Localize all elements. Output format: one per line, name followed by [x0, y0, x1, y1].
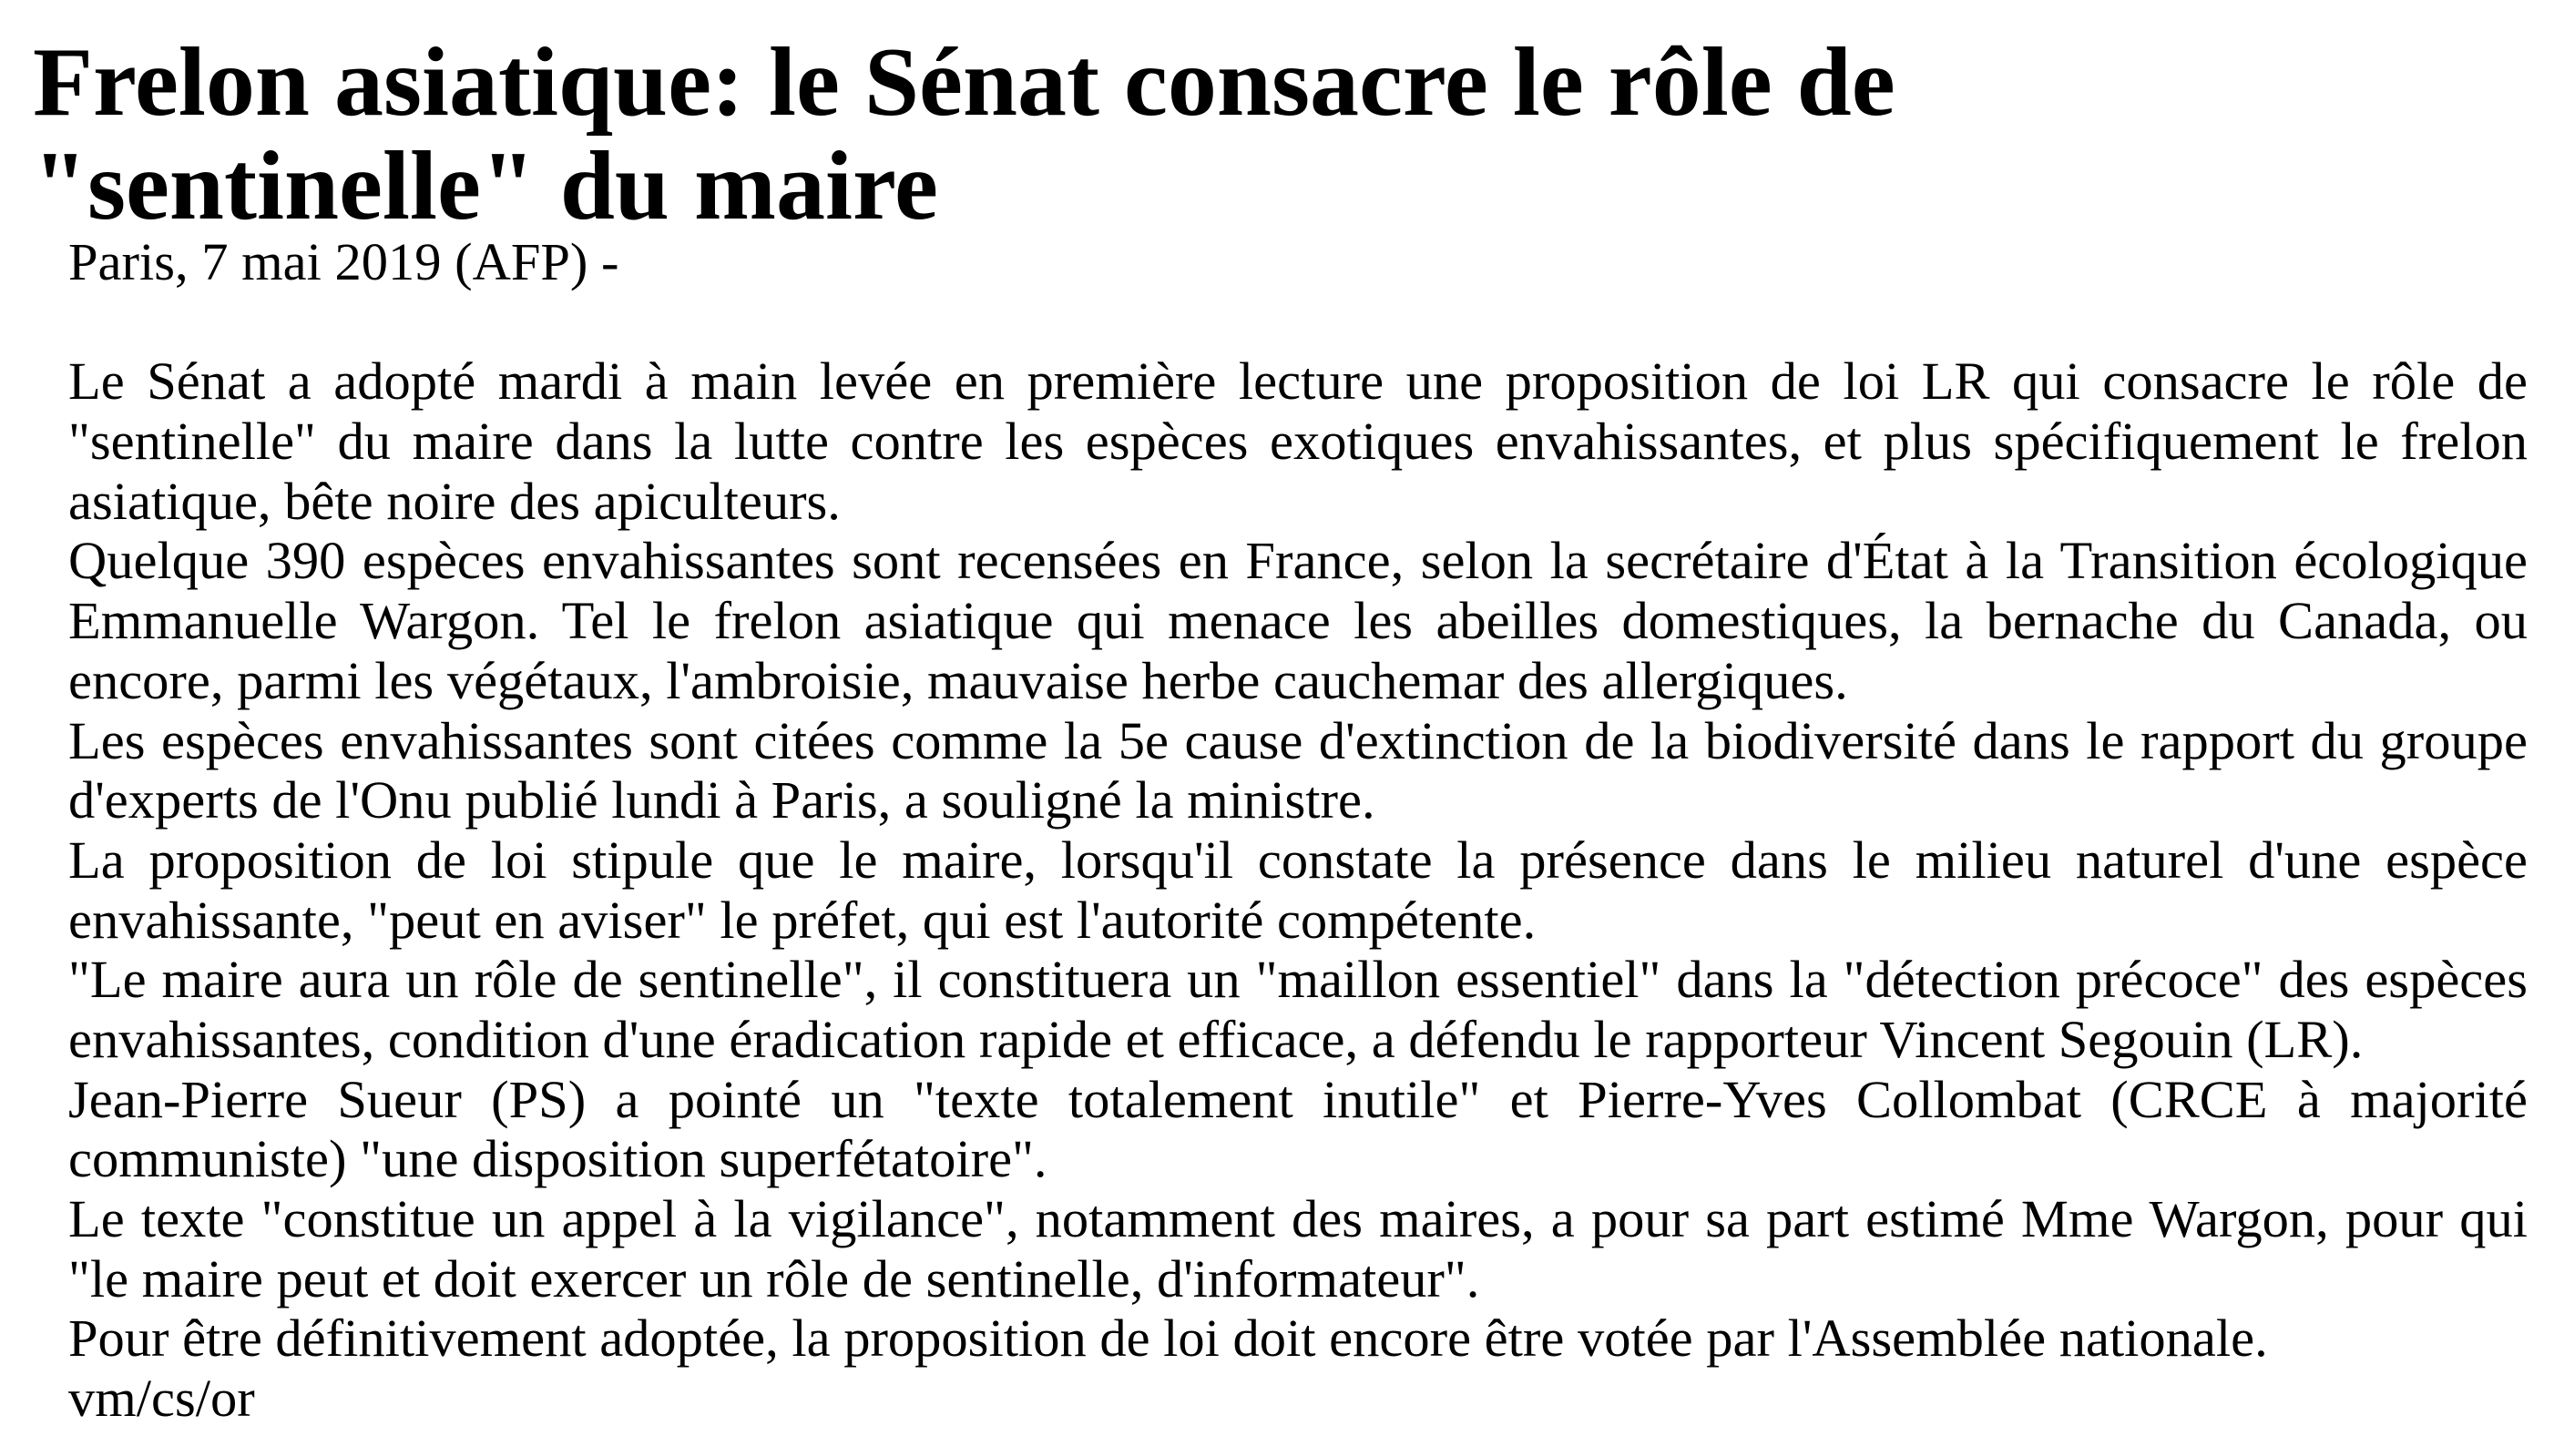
paragraph-line: Le Sénat a adopté mardi à main levée en première lecture une proposition de loi LR qui consacre le rôle de — [68, 351, 2528, 412]
paragraph-line: Les espèces envahissantes sont citées comme la 5e cause d'extinction de la biodiversité dans le rapport du groupe — [68, 710, 2528, 770]
paragraph-line: d'experts de l'Onu publié lundi à Paris, a souligné la ministre. — [68, 770, 1375, 830]
paragraph-line: "Le maire aura un rôle de sentinelle", il constituera un "maillon essentiel" dans la "détection précoce" des espèces — [68, 950, 2528, 1010]
paragraph — [68, 1070, 2528, 1189]
paragraph-line: envahissantes, condition d'une éradication rapide et efficace, a défendu le rapporteur Vincent Segouin (LR). — [68, 1009, 2364, 1069]
paragraph-line: Le texte "constitue un appel à la vigilance", notamment des maires, a pour sa part estimé Mme Wargon, pour qui — [68, 1189, 2528, 1248]
paragraph-line: asiatique, bête noire des apiculteurs. — [68, 471, 841, 531]
paragraph — [68, 950, 2528, 1069]
paragraph-line: Quelque 390 espèces envahissantes sont recensées en France, selon la secrétaire d'État à la Transition écologique — [68, 531, 2528, 591]
paragraph — [68, 1189, 2528, 1308]
paragraph-line: La proposition de loi stipule que le maire, lorsqu'il constate la présence dans le milieu naturel d'une espèce — [68, 830, 2528, 890]
paragraph-line: Emmanuelle Wargon. Tel le frelon asiatique qui menace les abeilles domestiques, la bernache du Canada, ou — [68, 591, 2528, 651]
paragraph — [68, 351, 2528, 531]
paragraph — [68, 711, 2528, 830]
paragraph-line: encore, parmi les végétaux, l'ambroisie, mauvaise herbe cauchemar des allergiques. — [68, 650, 1848, 710]
paragraph-line: Pour être définitivement adoptée, la proposition de loi doit encore être votée par l'Assemblée nationale. — [68, 1308, 2268, 1369]
paragraph — [68, 830, 2528, 950]
signature: vm/cs/or — [68, 1369, 255, 1429]
paragraph-line: envahissante, "peut en aviser" le préfet, qui est l'autorité compétente. — [68, 890, 1537, 950]
paragraph-line: "le maire peut et doit exercer un rôle de sentinelle, d'informateur". — [68, 1248, 1480, 1308]
article-body — [68, 232, 2528, 1429]
article-title: Frelon asiatique: le Sénat consacre le rôle de "sentinelle" du maire — [33, 28, 1895, 240]
paragraph-line: Jean-Pierre Sueur (PS) a pointé un "texte totalement inutile" et Pierre-Yves Collombat (CRCE à majorité — [68, 1069, 2528, 1129]
paragraph — [68, 1308, 2528, 1369]
paragraph-line: "sentinelle" du maire dans la lutte contre les espèces exotiques envahissantes, et plus spécifiquement le frelon — [68, 412, 2528, 472]
paragraph-line: communiste) "une disposition superfétatoire". — [68, 1129, 1047, 1189]
dateline: Paris, 7 mai 2019 (AFP) - — [68, 232, 619, 291]
article-text — [68, 351, 2528, 1369]
paragraph — [68, 531, 2528, 710]
